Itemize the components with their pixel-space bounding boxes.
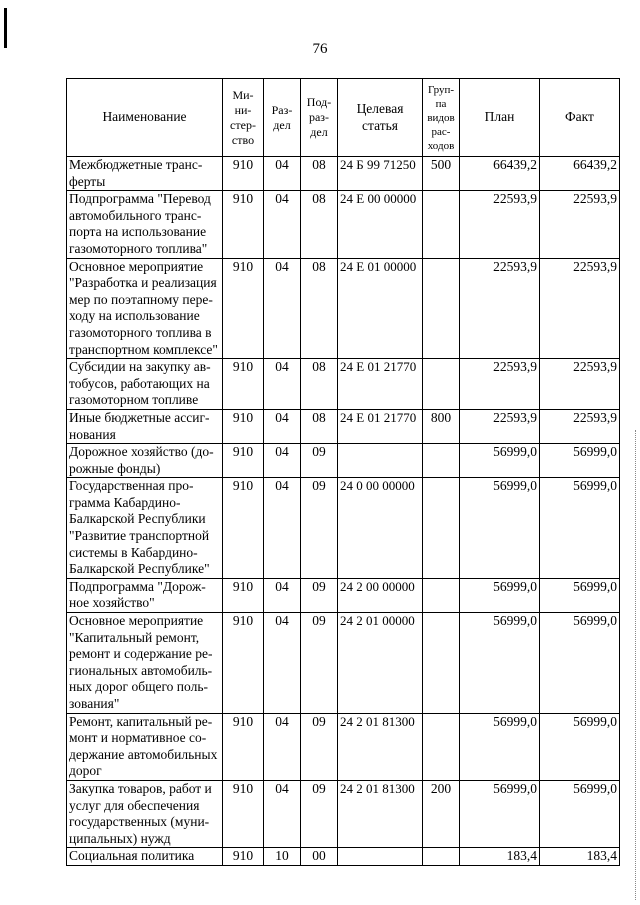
cell-fact: 22593,9 bbox=[540, 191, 620, 258]
cell-expense-group bbox=[423, 713, 460, 780]
cell-expense-group bbox=[423, 613, 460, 714]
cell-expense-group: 200 bbox=[423, 780, 460, 847]
header-name: Наименование bbox=[67, 79, 223, 157]
cell-fact: 22593,9 bbox=[540, 258, 620, 359]
cell-ministry: 910 bbox=[223, 713, 264, 780]
name-line: монт и нормативное со- bbox=[69, 730, 207, 746]
cell-name bbox=[67, 713, 223, 780]
cell-plan: 56999,0 bbox=[460, 578, 540, 612]
cell-target-article: 24 Е 01 00000 bbox=[338, 258, 423, 359]
cell-target-article bbox=[338, 444, 423, 478]
name-line: Балкарской Республики bbox=[69, 511, 206, 527]
name-line: автомобильного транс- bbox=[69, 207, 202, 223]
name-line: ремонт и содержание ре- bbox=[69, 646, 213, 662]
cell-podrazdel: 08 bbox=[301, 409, 338, 443]
table-row bbox=[67, 359, 620, 410]
cell-ministry: 910 bbox=[223, 578, 264, 612]
cell-target-article: 24 2 00 00000 bbox=[338, 578, 423, 612]
cell-razdel: 04 bbox=[264, 613, 301, 714]
cell-fact: 56999,0 bbox=[540, 713, 620, 780]
table-row bbox=[67, 578, 620, 612]
cell-plan: 22593,9 bbox=[460, 359, 540, 410]
cell-razdel: 04 bbox=[264, 359, 301, 410]
name-line: Дорожное хозяйство (до- bbox=[69, 444, 214, 460]
name-line: Ремонт, капитальный ре- bbox=[69, 713, 213, 729]
cell-name bbox=[67, 359, 223, 410]
cell-ministry: 910 bbox=[223, 444, 264, 478]
table-row bbox=[67, 478, 620, 579]
name-line: мер по поэтапному пере- bbox=[69, 291, 213, 307]
name-line: Подпрограмма "Перевод bbox=[69, 191, 211, 207]
table-row bbox=[67, 258, 620, 359]
cell-podrazdel: 09 bbox=[301, 478, 338, 579]
header-razdel: Раз- дел bbox=[264, 79, 301, 157]
cell-name bbox=[67, 409, 223, 443]
cell-podrazdel: 09 bbox=[301, 578, 338, 612]
cell-fact: 22593,9 bbox=[540, 359, 620, 410]
cell-podrazdel: 09 bbox=[301, 780, 338, 847]
cell-razdel: 04 bbox=[264, 409, 301, 443]
cell-podrazdel: 08 bbox=[301, 359, 338, 410]
cell-expense-group: 800 bbox=[423, 409, 460, 443]
name-line: рожные фонды) bbox=[69, 460, 161, 476]
name-line: системы в Кабардино- bbox=[69, 544, 198, 560]
cell-ministry: 910 bbox=[223, 409, 264, 443]
name-line: ферты bbox=[69, 173, 106, 189]
name-line: газомоторного топлива в bbox=[69, 324, 212, 340]
cell-ministry: 910 bbox=[223, 157, 264, 191]
cell-ministry: 910 bbox=[223, 780, 264, 847]
cell-target-article bbox=[338, 848, 423, 866]
cell-plan: 22593,9 bbox=[460, 191, 540, 258]
cell-podrazdel: 08 bbox=[301, 191, 338, 258]
cell-razdel: 04 bbox=[264, 191, 301, 258]
name-line: зования" bbox=[69, 696, 120, 711]
table-row bbox=[67, 409, 620, 443]
table-row bbox=[67, 613, 620, 714]
page-number: 76 bbox=[312, 41, 328, 57]
table-row bbox=[67, 444, 620, 478]
name-line: Основное мероприятие bbox=[69, 613, 204, 629]
cell-podrazdel: 09 bbox=[301, 713, 338, 780]
cell-expense-group: 500 bbox=[423, 157, 460, 191]
table-row bbox=[67, 713, 620, 780]
cell-razdel: 04 bbox=[264, 578, 301, 612]
name-line: "Развитие транспортной bbox=[69, 528, 210, 544]
cell-fact: 56999,0 bbox=[540, 780, 620, 847]
name-line: газомоторного топлива" bbox=[69, 240, 208, 256]
name-line: ное хозяйство" bbox=[69, 595, 155, 611]
cell-ministry: 910 bbox=[223, 258, 264, 359]
cell-razdel: 04 bbox=[264, 157, 301, 191]
cell-name bbox=[67, 191, 223, 258]
cell-plan: 22593,9 bbox=[460, 258, 540, 359]
cell-name bbox=[67, 258, 223, 359]
cell-name bbox=[67, 613, 223, 714]
header-fact: Факт bbox=[540, 79, 620, 157]
name-line: Субсидии на закупку ав- bbox=[69, 359, 211, 375]
name-line: государственных (муни- bbox=[69, 814, 210, 830]
name-line: ципальных) нужд bbox=[69, 830, 171, 846]
cell-razdel: 04 bbox=[264, 713, 301, 780]
name-line: Социальная политика bbox=[69, 848, 195, 864]
cell-razdel: 04 bbox=[264, 258, 301, 359]
table-header-row bbox=[67, 79, 620, 157]
cell-razdel: 10 bbox=[264, 848, 301, 866]
table-row bbox=[67, 157, 620, 191]
table-row bbox=[67, 848, 620, 866]
cell-expense-group bbox=[423, 444, 460, 478]
cell-target-article: 24 2 01 81300 bbox=[338, 780, 423, 847]
cell-target-article: 24 0 00 00000 bbox=[338, 478, 423, 579]
name-line: Иные бюджетные ассиг- bbox=[69, 409, 210, 425]
name-line: "Капитальный ремонт, bbox=[69, 629, 200, 645]
cell-expense-group bbox=[423, 848, 460, 866]
header-plan: План bbox=[460, 79, 540, 157]
cell-expense-group bbox=[423, 191, 460, 258]
name-line: нования bbox=[69, 426, 116, 442]
cell-target-article: 24 Б 99 71250 bbox=[338, 157, 423, 191]
cell-target-article: 24 Е 01 21770 bbox=[338, 359, 423, 410]
cell-target-article: 24 2 01 00000 bbox=[338, 613, 423, 714]
cell-plan: 56999,0 bbox=[460, 613, 540, 714]
cell-podrazdel: 00 bbox=[301, 848, 338, 866]
name-line: услуг для обеспечения bbox=[69, 797, 200, 813]
cell-podrazdel: 08 bbox=[301, 258, 338, 359]
header-podrazdel: Под- раз- дел bbox=[301, 79, 338, 157]
name-line: грамма Кабардино- bbox=[69, 494, 181, 510]
name-line: гиональных автомобиль- bbox=[69, 662, 213, 678]
cell-target-article: 24 Е 01 21770 bbox=[338, 409, 423, 443]
table-body bbox=[67, 157, 620, 866]
cell-plan: 66439,2 bbox=[460, 157, 540, 191]
cell-expense-group bbox=[423, 359, 460, 410]
name-line: Основное мероприятие bbox=[69, 258, 204, 274]
cell-fact: 22593,9 bbox=[540, 409, 620, 443]
cell-name bbox=[67, 780, 223, 847]
cell-fact: 56999,0 bbox=[540, 444, 620, 478]
cell-expense-group bbox=[423, 478, 460, 579]
name-line: порта на использование bbox=[69, 224, 207, 240]
cell-plan: 56999,0 bbox=[460, 780, 540, 847]
cell-ministry: 910 bbox=[223, 613, 264, 714]
cell-fact: 56999,0 bbox=[540, 613, 620, 714]
name-line: ходу на использование bbox=[69, 308, 200, 324]
cell-ministry: 910 bbox=[223, 848, 264, 866]
cell-name bbox=[67, 478, 223, 579]
cell-plan: 183,4 bbox=[460, 848, 540, 866]
cell-plan: 56999,0 bbox=[460, 444, 540, 478]
cell-podrazdel: 09 bbox=[301, 444, 338, 478]
cell-name bbox=[67, 444, 223, 478]
cell-fact: 56999,0 bbox=[540, 478, 620, 579]
header-expense-group: Груп- па видов рас- ходов bbox=[423, 79, 460, 157]
cell-plan: 56999,0 bbox=[460, 713, 540, 780]
name-line: транспортном комплексе" bbox=[69, 341, 218, 357]
cell-name bbox=[67, 848, 223, 866]
cell-ministry: 910 bbox=[223, 191, 264, 258]
name-line: Балкарской Республике" bbox=[69, 561, 210, 577]
name-line: "Разработка и реализация bbox=[69, 275, 217, 291]
name-line: ных дорог общего поль- bbox=[69, 679, 208, 695]
table-row bbox=[67, 191, 620, 258]
table-row bbox=[67, 780, 620, 847]
cell-expense-group bbox=[423, 578, 460, 612]
cell-ministry: 910 bbox=[223, 359, 264, 410]
name-line: Государственная про- bbox=[69, 478, 194, 494]
name-line: Закупка товаров, работ и bbox=[69, 780, 212, 796]
margin-dotted-line bbox=[635, 430, 636, 900]
name-line: тобусов, работающих на bbox=[69, 375, 210, 391]
name-line: Межбюджетные транс- bbox=[69, 157, 203, 172]
cell-ministry: 910 bbox=[223, 478, 264, 579]
name-line: газомоторном топливе bbox=[69, 392, 199, 408]
cell-podrazdel: 09 bbox=[301, 613, 338, 714]
name-line: дорог bbox=[69, 763, 102, 779]
cell-plan: 22593,9 bbox=[460, 409, 540, 443]
budget-table bbox=[66, 78, 620, 866]
cell-fact: 56999,0 bbox=[540, 578, 620, 612]
cell-razdel: 04 bbox=[264, 478, 301, 579]
cell-target-article: 24 2 01 81300 bbox=[338, 713, 423, 780]
name-line: Подпрограмма "Дорож- bbox=[69, 578, 206, 594]
header-target-article: Целевая статья bbox=[338, 79, 423, 157]
cell-razdel: 04 bbox=[264, 780, 301, 847]
cell-podrazdel: 08 bbox=[301, 157, 338, 191]
cell-expense-group bbox=[423, 258, 460, 359]
cell-plan: 56999,0 bbox=[460, 478, 540, 579]
cell-razdel: 04 bbox=[264, 444, 301, 478]
cell-name bbox=[67, 157, 223, 191]
cell-name bbox=[67, 578, 223, 612]
cell-fact: 183,4 bbox=[540, 848, 620, 866]
name-line: держание автомобильных bbox=[69, 746, 218, 762]
cell-fact: 66439,2 bbox=[540, 157, 620, 191]
cell-target-article: 24 Е 00 00000 bbox=[338, 191, 423, 258]
header-ministry: Ми- ни- стер- ство bbox=[223, 79, 264, 157]
